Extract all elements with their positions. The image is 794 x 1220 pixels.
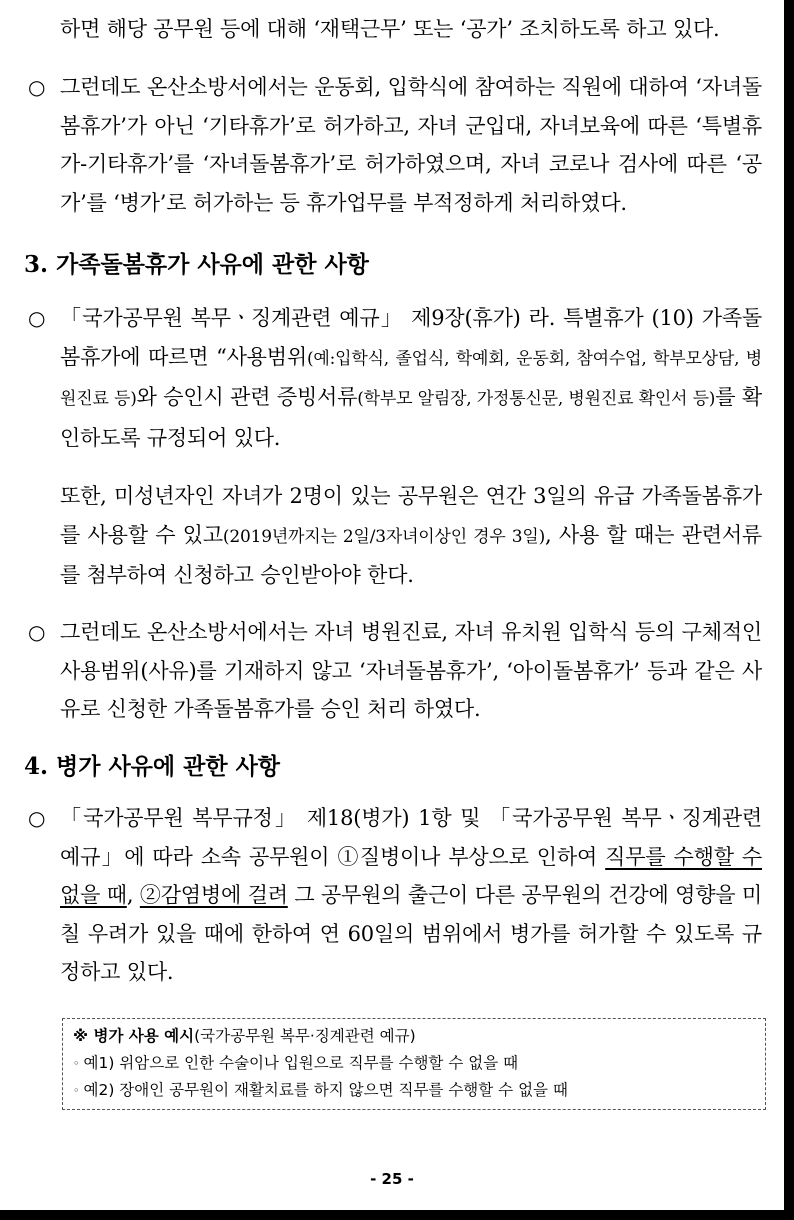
text-run: 와 승인시 관련 증빙서류: [136, 385, 358, 409]
note-item: [73, 1077, 765, 1104]
bullet-icon: ○: [28, 75, 46, 99]
note-title-source: (국가공무원 복무·징계관련 예규): [194, 1027, 416, 1045]
text-run: , 사용 할 때는 관련서류를 첨부하여 신청하고 승인받아야 한다.: [60, 522, 763, 587]
sick-leave-example-box: [62, 1018, 766, 1110]
page-number: - 25 -: [370, 1170, 414, 1188]
text-run: 그 공무원의 출근이 다른 공무원의 건강에 영향을 미칠 우려가 있을 때에 한하여 연 60일의 범위에서 병가를 허가할 수 있도록 규정하고 있다.: [60, 883, 763, 984]
paragraph-family-care-days: [60, 477, 762, 595]
bullet-icon: ○: [28, 620, 46, 644]
bullet-icon: ○: [28, 306, 46, 330]
note-title: ※ 병가 사용 예시: [73, 1027, 195, 1045]
section-heading-sick-leave: 4. 병가 사유에 관한 사항: [24, 753, 281, 780]
dot-icon: ◦: [73, 1084, 80, 1097]
paragraph-sick-leave-regulation: [60, 799, 762, 992]
note-title-line: [73, 1023, 765, 1050]
paragraph-onsan-leave-misuse: 그런데도 온산소방서에서는 운동회, 입학식에 참여하는 직원에 대하여 ‘자녀돌봄휴가’가 아닌 ‘기타휴가’로 허가하고, 자녀 군입대, 자녀보육에 따른 ‘특별휴가-기타휴가’를 ‘자녀돌봄휴가’로 허가하였으며, 자녀 코로나 검사에 따른 ‘공가’를 ‘병가’로 허가하는 등 휴가업무를 부적정하게 처리하였다.: [60, 75, 762, 215]
note-item: [73, 1050, 765, 1077]
bullet-icon: ○: [28, 806, 46, 830]
text-run: ,: [126, 883, 140, 907]
text-run-small: (예:입학식, 졸업식, 학예회, 운동회, 참여수업, 학부모상담, 병원진료 등): [60, 348, 762, 409]
text-run: 또한, 미성년자인 자녀가 2명이 있는 공무원은 연간 3일의 유급 가족돌봄휴가를 사용할 수 있고: [60, 484, 762, 547]
paragraph-onsan-family-care: 그런데도 온산소방서에서는 자녀 병원진료, 자녀 유치원 입학식 등의 구체적인 사용범위(사유)를 기재하지 않고 ‘자녀돌봄휴가’, ‘아이돌봄휴가’ 등과 같은 사유로 신청한 가족돌봄휴가를 승인 처리 하였다.: [60, 620, 762, 721]
text-run: 「국가공무원 복무ㆍ징계관련 예규」 제9장(휴가) 라. 특별휴가 (10) 가족돌봄휴가에 따르면 “사용범위: [60, 306, 762, 369]
text-run-underlined: ②감염병에 걸려: [139, 883, 288, 907]
text-run-small: (2019년까지는 2일/3자녀이상인 경우 3일): [222, 526, 546, 547]
text-run-small: (학부모 알림장, 가정통신문, 병원진료 확인서 등): [357, 389, 716, 409]
note-item-text: 예2) 장애인 공무원이 재활치료를 하지 않으면 직무를 수행할 수 없을 때: [83, 1081, 568, 1099]
paragraph-family-care-regulation: [60, 299, 762, 457]
text-run: 「국가공무원 복무규정」 제18(병가) 1항 및 「국가공무원 복무ㆍ징계관련 예규」에 따라 소속 공무원이 ①질병이나 부상으로 인하여: [60, 806, 762, 869]
note-item-text: 예1) 위암으로 인한 수술이나 입원으로 직무를 수행할 수 없을 때: [83, 1054, 519, 1072]
section-heading-family-care-leave: 3. 가족돌봄휴가 사유에 관한 사항: [24, 251, 369, 278]
paragraph-continuation: 하면 해당 공무원 등에 대해 ‘재택근무’ 또는 ‘공가’ 조치하도록 하고 있다.: [60, 17, 720, 41]
text-run: 를 확인하도록 규정되어 있다.: [60, 385, 762, 450]
dot-icon: ◦: [73, 1057, 80, 1070]
text-run-underlined: 직무를 수행할 수 없을 때: [60, 844, 762, 907]
